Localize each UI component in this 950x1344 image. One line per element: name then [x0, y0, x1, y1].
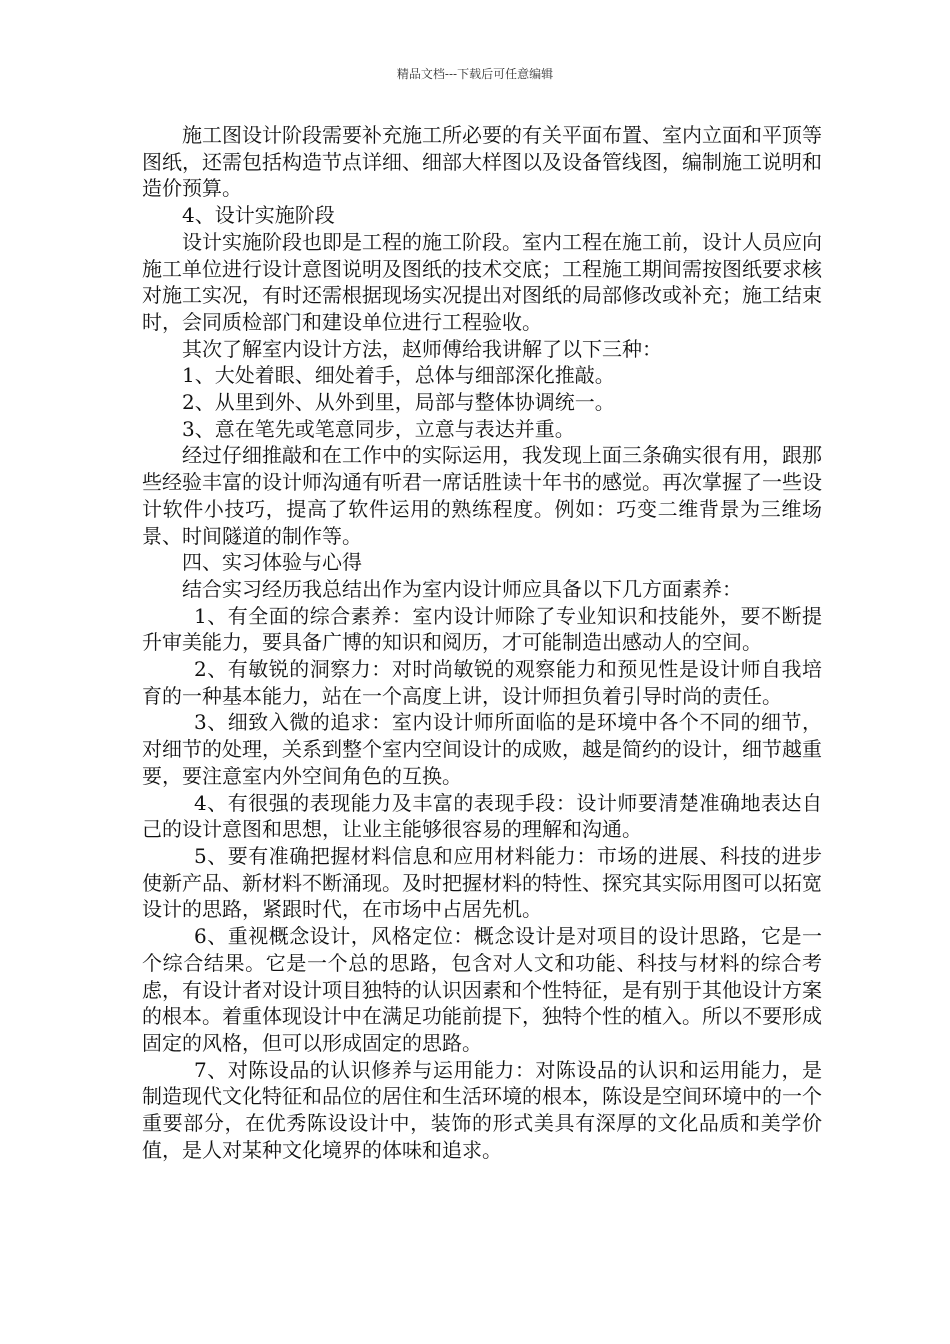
paragraph-design-methods-intro: 其次了解室内设计方法，赵师傅给我讲解了以下三种： — [182, 336, 662, 361]
list-item-quality-2: 2、有敏锐的洞察力：对时尚敏锐的观察能力和预见性是设计师自我培育的一种基本能力，站在一个高度上讲，设计师担负着引导时尚的责任。 — [142, 657, 822, 708]
heading-implementation-stage: 4、设计实施阶段 — [182, 203, 335, 228]
list-item-quality-1: 1、有全面的综合素养：室内设计师除了专业知识和技能外，要不断提升审美能力，要具备广博的知识和阅历，才可能制造出感动人的空间。 — [142, 603, 822, 655]
document-body — [142, 122, 822, 1163]
paragraph-construction-drawing: 施工图设计阶段需要补充施工所必要的有关平面布置、室内立面和平顶等图纸，还需包括构造节点详细、细部大样图以及设备管线图，编制施工说明和造价预算。 — [142, 123, 822, 201]
list-item-quality-6: 6、重视概念设计，风格定位：概念设计是对项目的设计思路，它是一个综合结果。它是一个总的思路，包含对人文和功能、科技与材料的综合考虑，有设计者对设计项目独特的认识因素和个性特征，是有别于其他设计方案的根本。着重体现设计中在满足功能前提下，独特个性的植入。所以不要形成固定的风格，但可以形成固定的思路。 — [142, 924, 822, 1055]
list-item-method-1: 1、大处着眼、细处着手，总体与细部深化推敲。 — [182, 363, 615, 388]
paragraph-implementation-stage: 设计实施阶段也即是工程的施工阶段。室内工程在施工前，设计人员应向施工单位进行设计意图说明及图纸的技术交底；工程施工期间需按图纸要求核对施工实况，有时还需根据现场实况提出对图纸的局部修改或补充；施工结束时，会同质检部门和建设单位进行工程验收。 — [142, 229, 822, 334]
list-item-method-3: 3、意在笔先或笔意同步，立意与表达并重。 — [182, 416, 575, 441]
page-header: 精品文档---下载后可任意编辑 — [396, 67, 554, 81]
paragraph-qualities-intro: 结合实习经历我总结出作为室内设计师应具备以下几方面素养： — [182, 576, 742, 601]
list-item-quality-4: 4、有很强的表现能力及丰富的表现手段：设计师要清楚准确地表达自己的设计意图和思想，让业主能够很容易的理解和沟通。 — [142, 790, 822, 842]
heading-internship-reflection: 四、实习体验与心得 — [182, 550, 362, 575]
list-item-quality-5: 5、要有准确把握材料信息和应用材料能力：市场的进展、科技的进步使新产品、新材料不断涌现。及时把握材料的特性、探究其实际用图可以拓宽设计的思路，紧跟时代，在市场中占居先机。 — [142, 843, 822, 922]
paragraph-experience: 经过仔细推敲和在工作中的实际运用，我发现上面三条确实很有用，跟那些经验丰富的设计师沟通有听君一席话胜读十年书的感觉。再次掌握了一些设计软件小技巧，提高了软件运用的熟练程度。例如：巧变二维背景为三维场景、时间隧道的制作等。 — [142, 443, 822, 548]
list-item-quality-3: 3、细致入微的追求：室内设计师所面临的是环境中各个不同的细节，对细节的处理，关系到整个室内空间设计的成败，越是简约的设计，细节越重要，要注意室内外空间角色的互换。 — [142, 710, 822, 788]
list-item-quality-7: 7、对陈设品的认识修养与运用能力：对陈设品的认识和运用能力，是制造现代文化特征和品位的居住和生活环境的根本，陈设是空间环境中的一个重要部分，在优秀陈设设计中，装饰的形式美具有深厚的文化品质和美学价值，是人对某种文化境界的体味和追求。 — [142, 1057, 822, 1162]
list-item-method-2: 2、从里到外、从外到里，局部与整体协调统一。 — [182, 390, 615, 415]
